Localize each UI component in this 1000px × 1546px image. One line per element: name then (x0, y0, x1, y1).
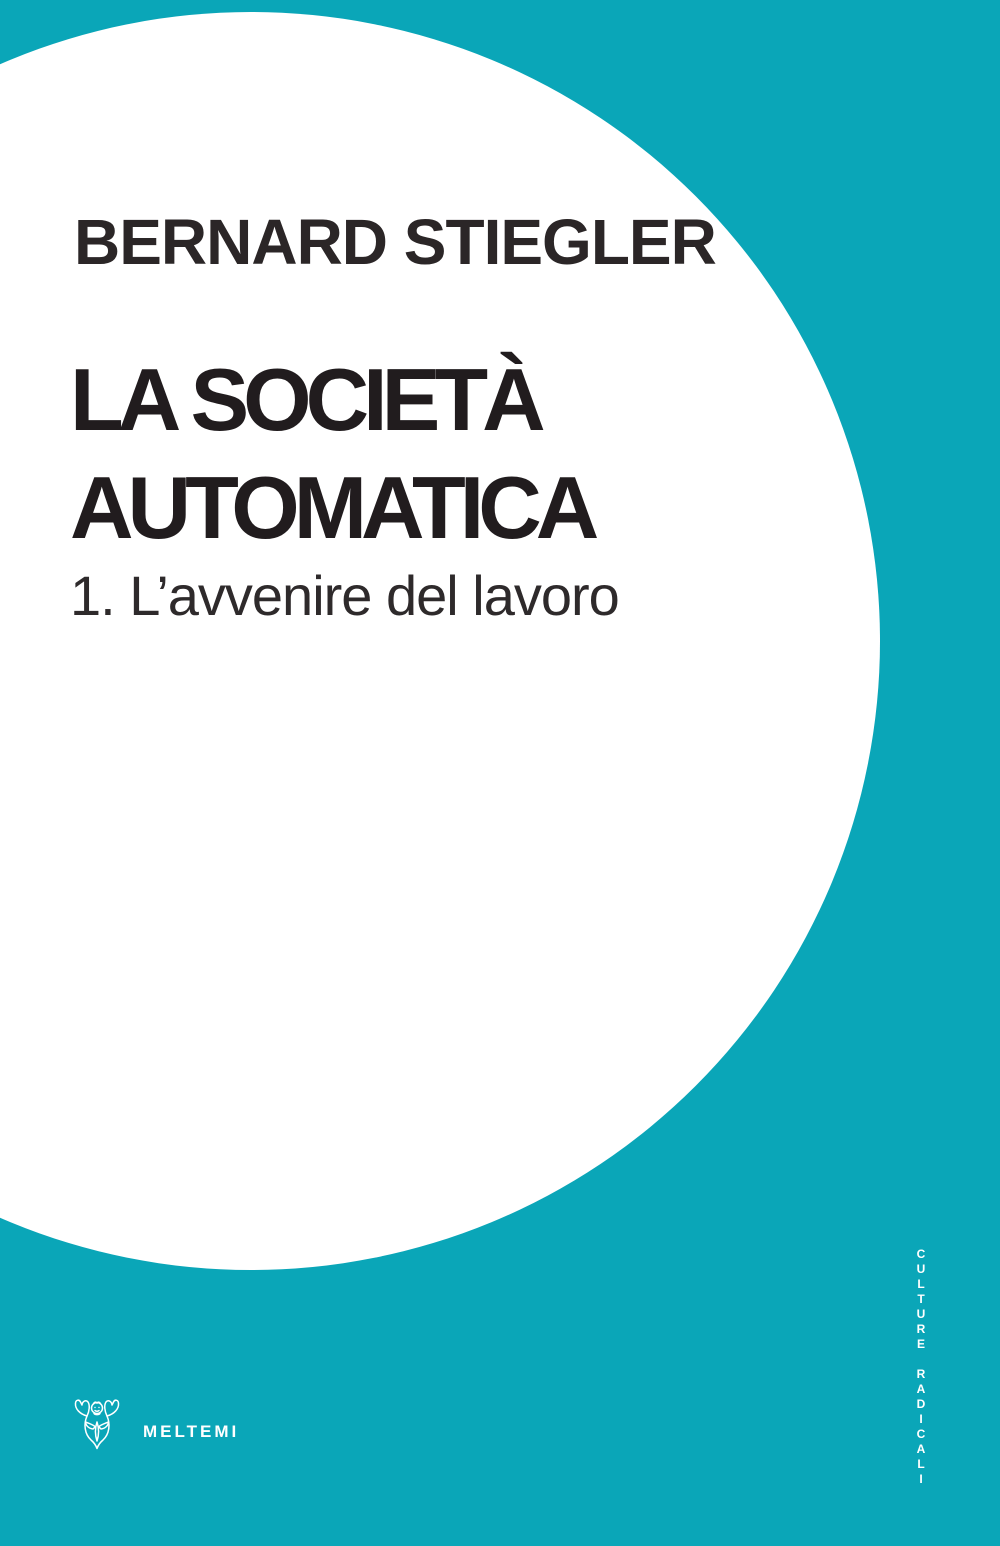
book-title-line-2: AUTOMATICA (70, 458, 594, 557)
publisher-block (72, 1398, 239, 1454)
series-label: CULTURE RADICALI (914, 1247, 928, 1487)
author-name: BERNARD STIEGLER (74, 206, 716, 278)
meltemi-wind-cherub-icon (72, 1398, 122, 1454)
publisher-name: MELTEMI (143, 1422, 240, 1441)
book-title-line-1: LA SOCIETÀ (70, 350, 540, 449)
book-title (70, 346, 593, 562)
cover-circle-background (0, 12, 880, 1270)
book-subtitle: 1. L’avvenire del lavoro (70, 564, 619, 627)
